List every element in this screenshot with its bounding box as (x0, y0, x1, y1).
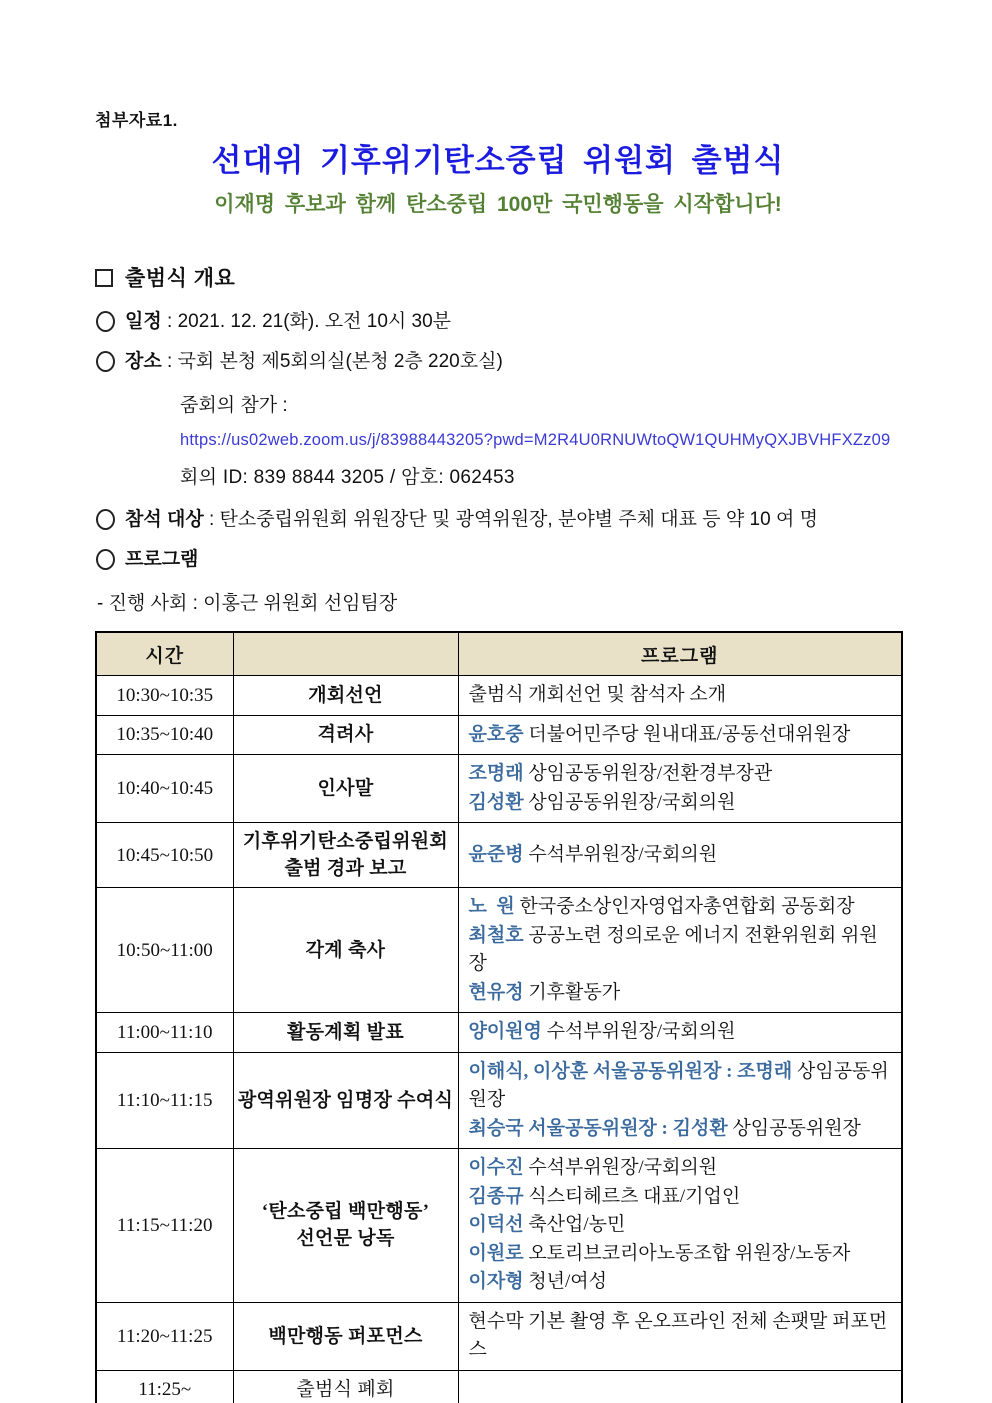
time-cell: 10:30~10:35 (96, 676, 233, 716)
person-name: 김성환 (468, 791, 524, 813)
table-row (96, 715, 902, 755)
program-desc: 수석부위원장/국회의원 (523, 843, 718, 865)
program-line (469, 1308, 896, 1365)
program-line (469, 841, 896, 870)
program-line (469, 760, 896, 789)
overview-item-attendees (95, 508, 901, 531)
program-line (469, 1058, 896, 1115)
session-cell: 출범식 폐회 (233, 1370, 458, 1403)
program-desc: 상임공동위원장/전환경부장관 (523, 763, 773, 784)
overview-item-program (95, 548, 901, 571)
table-row (96, 1302, 902, 1370)
circle-bullet-icon (96, 311, 115, 332)
session-cell: ‘탄소중립 백만행동’ 선언문 낭독 (233, 1149, 458, 1303)
program-line (469, 1211, 896, 1240)
program-cell (458, 676, 902, 716)
page-subtitle: 이재명 후보과 함께 탄소중립 100만 국민행동을 시작합니다! (214, 193, 782, 216)
program-desc: 식스티헤르츠 대표/기업인 (523, 1185, 741, 1207)
venue-value: 국회 본청 제5회의실(본청 2층 220호실) (177, 351, 503, 372)
person-name: 현유정 (468, 981, 524, 1003)
header-time: 시간 (96, 632, 233, 676)
time-cell: 10:40~10:45 (96, 755, 233, 823)
session-cell: 광역위원장 임명장 수여식 (233, 1052, 458, 1149)
program-line (469, 1115, 896, 1144)
attachment-label: 첨부자료1. (95, 111, 178, 130)
zoom-join-label: 줌회의 참가 : (180, 395, 288, 416)
program-cell (458, 823, 902, 888)
person-name: 이해식, 이상훈 서울공동위원장 : 조명래 (468, 1060, 793, 1082)
program-desc: 축산업/농민 (523, 1214, 626, 1235)
header-program: 프로그램 (458, 632, 902, 676)
table-row (96, 823, 902, 888)
session-cell: 개회선언 (233, 676, 458, 716)
program-table (95, 631, 903, 1403)
program-label: 프로그램 (125, 549, 199, 570)
zoom-meeting-block (180, 390, 901, 489)
host-line: - 진행 사회 : 이홍근 위원회 선임팀장 (97, 593, 398, 614)
person-name: 이원로 (468, 1242, 524, 1264)
program-cell (458, 1370, 902, 1403)
session-cell: 기후위기탄소중립위원회 출범 경과 보고 (233, 823, 458, 888)
person-name: 최철호 (468, 924, 524, 946)
label-separator: : (161, 351, 178, 372)
circle-bullet-icon (96, 509, 115, 530)
program-line (469, 1183, 896, 1212)
person-name: 조명래 (468, 763, 524, 784)
attendees-value: 탄소중립위원회 위원장단 및 광역위원장, 분야별 주체 대표 등 약 10 여 명 (219, 509, 818, 530)
session-cell: 백만행동 퍼포먼스 (233, 1302, 458, 1370)
overview-heading (95, 262, 901, 292)
program-desc: 현수막 기본 촬영 후 온오프라인 전체 손팻말 퍼포먼스 (468, 1310, 888, 1360)
time-cell: 11:10~11:15 (96, 1052, 233, 1149)
program-line (469, 1268, 896, 1297)
table-row (96, 676, 902, 716)
program-line (469, 893, 896, 922)
label-separator: : (161, 311, 178, 332)
program-line (469, 922, 896, 979)
venue-label: 장소 (125, 351, 162, 372)
zoom-meeting-link[interactable]: https://us02web.zoom.us/j/83988443205?pwd=M2R4U0RNUWtoQW1QUHMyQXJBVHFXZz09 (180, 431, 891, 449)
person-name: 양이원영 (468, 1021, 542, 1042)
circle-bullet-icon (96, 351, 115, 372)
program-desc: 수석부위원장/국회의원 (541, 1021, 736, 1042)
square-bullet-icon (95, 269, 113, 287)
time-cell: 11:20~11:25 (96, 1302, 233, 1370)
program-cell (458, 1052, 902, 1149)
program-line (469, 721, 896, 750)
person-name: 노 원 (468, 896, 515, 917)
time-cell: 10:35~10:40 (96, 715, 233, 755)
person-name: 윤준병 (468, 843, 524, 865)
session-cell: 각계 축사 (233, 888, 458, 1013)
person-name: 최승국 서울공동위원장 : 김성환 (468, 1117, 728, 1139)
program-line (469, 1240, 896, 1269)
person-name: 이수진 (468, 1157, 524, 1178)
program-desc: 상임공동위원장/국회의원 (523, 791, 736, 813)
time-cell: 10:45~10:50 (96, 823, 233, 888)
program-cell (458, 888, 902, 1013)
table-header-row (96, 632, 902, 676)
person-name: 윤호중 (468, 723, 524, 745)
overview-item-venue (95, 350, 901, 373)
program-table-body (96, 676, 902, 1403)
label-separator: : (203, 509, 220, 530)
program-desc: 수석부위원장/국회의원 (523, 1157, 718, 1178)
zoom-meeting-id: 회의 ID: 839 8844 3205 / 암호: 062453 (180, 467, 515, 488)
program-desc: 더불어민주당 원내대표/공동선대위원장 (523, 723, 851, 745)
program-cell (458, 755, 902, 823)
session-cell: 격려사 (233, 715, 458, 755)
time-cell: 10:50~11:00 (96, 888, 233, 1013)
session-cell: 인사말 (233, 755, 458, 823)
person-name: 김종규 (468, 1185, 524, 1207)
time-cell: 11:00~11:10 (96, 1013, 233, 1053)
table-row (96, 1149, 902, 1303)
program-cell (458, 1302, 902, 1370)
header-middle (233, 632, 458, 676)
circle-bullet-icon (96, 549, 115, 570)
program-desc: 청년/여성 (523, 1271, 608, 1292)
table-row (96, 755, 902, 823)
person-name: 이덕선 (468, 1214, 524, 1235)
program-line (469, 1154, 896, 1183)
program-desc: 한국중소상인자영업자총연합회 공동회장 (514, 896, 855, 917)
program-desc: 오토리브코리아노동조합 위원장/노동자 (523, 1242, 851, 1264)
program-desc: 공공노련 정의로운 에너지 전환위원회 위원장 (468, 924, 878, 974)
schedule-label: 일정 (125, 311, 162, 332)
program-line (469, 1018, 896, 1047)
session-cell: 활동계획 발표 (233, 1013, 458, 1053)
program-line (469, 789, 896, 818)
overview-item-schedule (95, 310, 901, 333)
attendees-label: 참석 대상 (125, 509, 204, 530)
time-cell: 11:25~ (96, 1370, 233, 1403)
time-cell: 11:15~11:20 (96, 1149, 233, 1303)
program-cell (458, 1013, 902, 1053)
program-desc: 기후활동가 (523, 981, 621, 1003)
program-desc: 상임공동위원장 (727, 1117, 861, 1139)
table-row (96, 1052, 902, 1149)
table-row (96, 888, 902, 1013)
program-line (469, 681, 896, 710)
page-title: 선대위 기후위기탄소중립 위원회 출범식 (211, 143, 785, 178)
program-cell (458, 1149, 902, 1303)
zoom-url-line (180, 429, 901, 451)
program-line (469, 979, 896, 1008)
table-row (96, 1370, 902, 1403)
program-desc: 상임공동위원장 (468, 1060, 889, 1110)
program-cell (458, 715, 902, 755)
table-row (96, 1013, 902, 1053)
person-name: 이자형 (468, 1271, 524, 1292)
program-desc: 출범식 개회선언 및 참석자 소개 (468, 684, 727, 705)
schedule-value: 2021. 12. 21(화). 오전 10시 30분 (177, 311, 452, 332)
overview-heading-label: 출범식 개요 (125, 267, 236, 290)
